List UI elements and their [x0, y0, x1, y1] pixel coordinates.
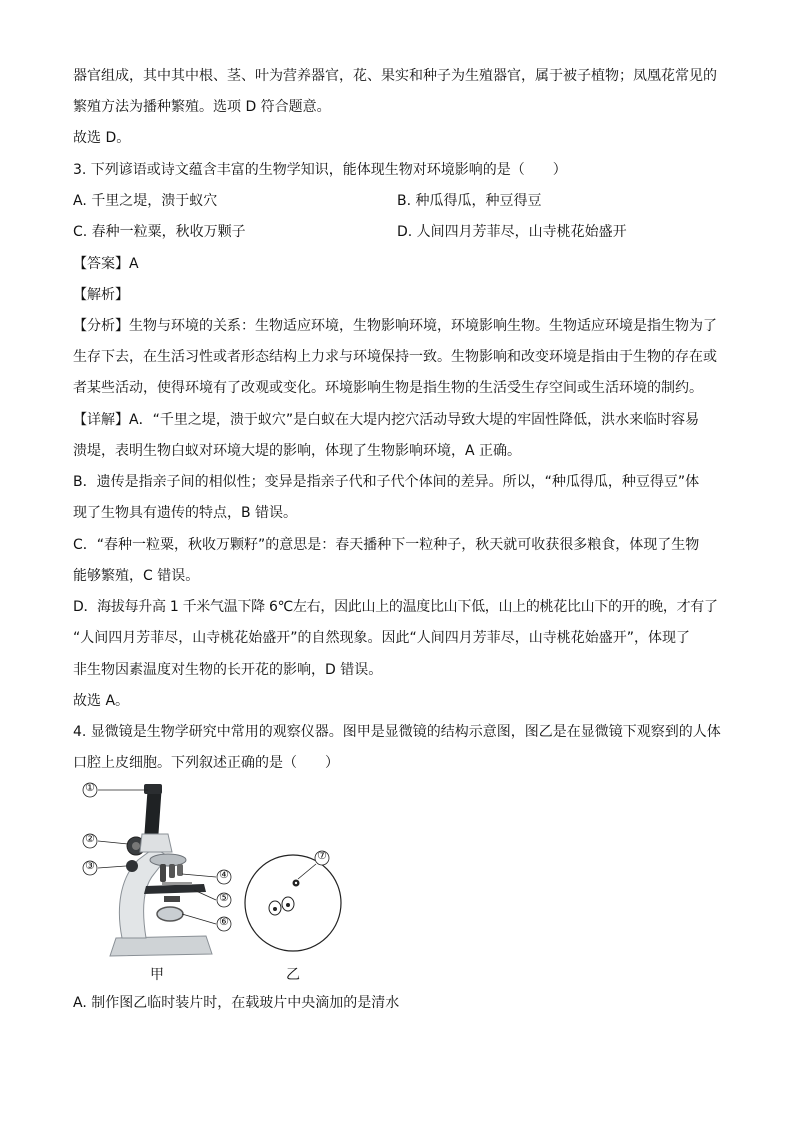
microscope-figure [76, 778, 346, 988]
analysis-line: 【分析】生物与环境的关系：生物适应环境，生物影响环境，环境影响生物。生物适应环境是指生物为了 [73, 318, 717, 334]
caption-jia: 甲 [150, 967, 164, 983]
analysis-line: 生存下去，在生活习性或者形态结构上力求与环境保持一致。生物影响和改变环境是指由于生物的存在或 [73, 349, 717, 365]
microscope-diagram [76, 778, 346, 988]
label-4: ④ [219, 868, 229, 881]
detail-line: C．“春种一粒粟，秋收万颗籽”的意思是：春天播种下一粒种子，秋天就可收获很多粮食，体现了生物 [73, 537, 700, 553]
detail-line: 溃堤，表明生物白蚁对环境大堤的影响，体现了生物影响环境，A 正确。 [73, 443, 522, 459]
analysis-line: 者某些活动，使得环境有了改观或变化。环境影响生物是指生物的生活受生存空间或生活环境的制约。 [73, 380, 703, 396]
text-line: 繁殖方法为播种繁殖。选项 D 符合题意。 [73, 99, 331, 115]
option-a: A. 千里之堤，溃于蚁穴 [73, 193, 218, 209]
label-5: ⑤ [219, 891, 229, 904]
caption-yi: 乙 [286, 967, 300, 983]
label-6: ⑥ [219, 915, 229, 928]
label-2: ② [85, 832, 95, 845]
detail-line: 非生物因素温度对生物的长开花的影响，D 错误。 [73, 662, 383, 678]
detail-line: B．遗传是指亲子间的相似性；变异是指亲子代和子代个体间的差异。所以，“种瓜得瓜，种豆得豆”体 [73, 474, 700, 490]
detail-line: “人间四月芳菲尽，山寺桃花始盛开”的自然现象。因此“人间四月芳菲尽，山寺桃花始盛开”，体现了 [73, 630, 691, 646]
conclusion: 故选 A。 [73, 693, 130, 709]
analysis-heading: 【解析】 [73, 287, 129, 303]
detail-line: 【详解】A．“千里之堤，溃于蚁穴”是白蚁在大堤内挖穴活动导致大堤的牢固性降低，洪水来临时容易 [73, 412, 700, 428]
label-3: ③ [85, 859, 95, 872]
question-3: 3. 下列谚语或诗文蕴含丰富的生物学知识，能体现生物对环境影响的是（ ） [73, 162, 567, 178]
question-4-option-a: A. 制作图乙临时装片时，在载玻片中央滴加的是清水 [73, 995, 400, 1011]
answer-label: 【答案】A [73, 256, 139, 272]
label-7: ⑦ [317, 849, 327, 862]
option-d: D. 人间四月芳菲尽，山寺桃花始盛开 [397, 224, 627, 240]
label-1: ① [85, 781, 95, 794]
option-b: B. 种瓜得瓜，种豆得豆 [397, 193, 542, 209]
question-4: 4. 显微镜是生物学研究中常用的观察仪器。图甲是显微镜的结构示意图，图乙是在显微镜下观察到的人体 [73, 724, 721, 740]
text-line: 器官组成，其中其中根、茎、叶为营养器官，花、果实和种子为生殖器官，属于被子植物；凤凰花常见的 [73, 68, 717, 84]
detail-line: 能够繁殖，C 错误。 [73, 568, 200, 584]
question-4-cont: 口腔上皮细胞。下列叙述正确的是（ ） [73, 755, 339, 771]
option-c: C. 春种一粒粟，秋收万颗子 [73, 224, 246, 240]
detail-line: 现了生物具有遗传的特点，B 错误。 [73, 505, 298, 521]
detail-line: D．海拔每升高 1 千米气温下降 6℃左右，因此山上的温度比山下低，山上的桃花比山下的开的晚，才有了 [73, 599, 718, 615]
text-line: 故选 D。 [73, 130, 131, 146]
